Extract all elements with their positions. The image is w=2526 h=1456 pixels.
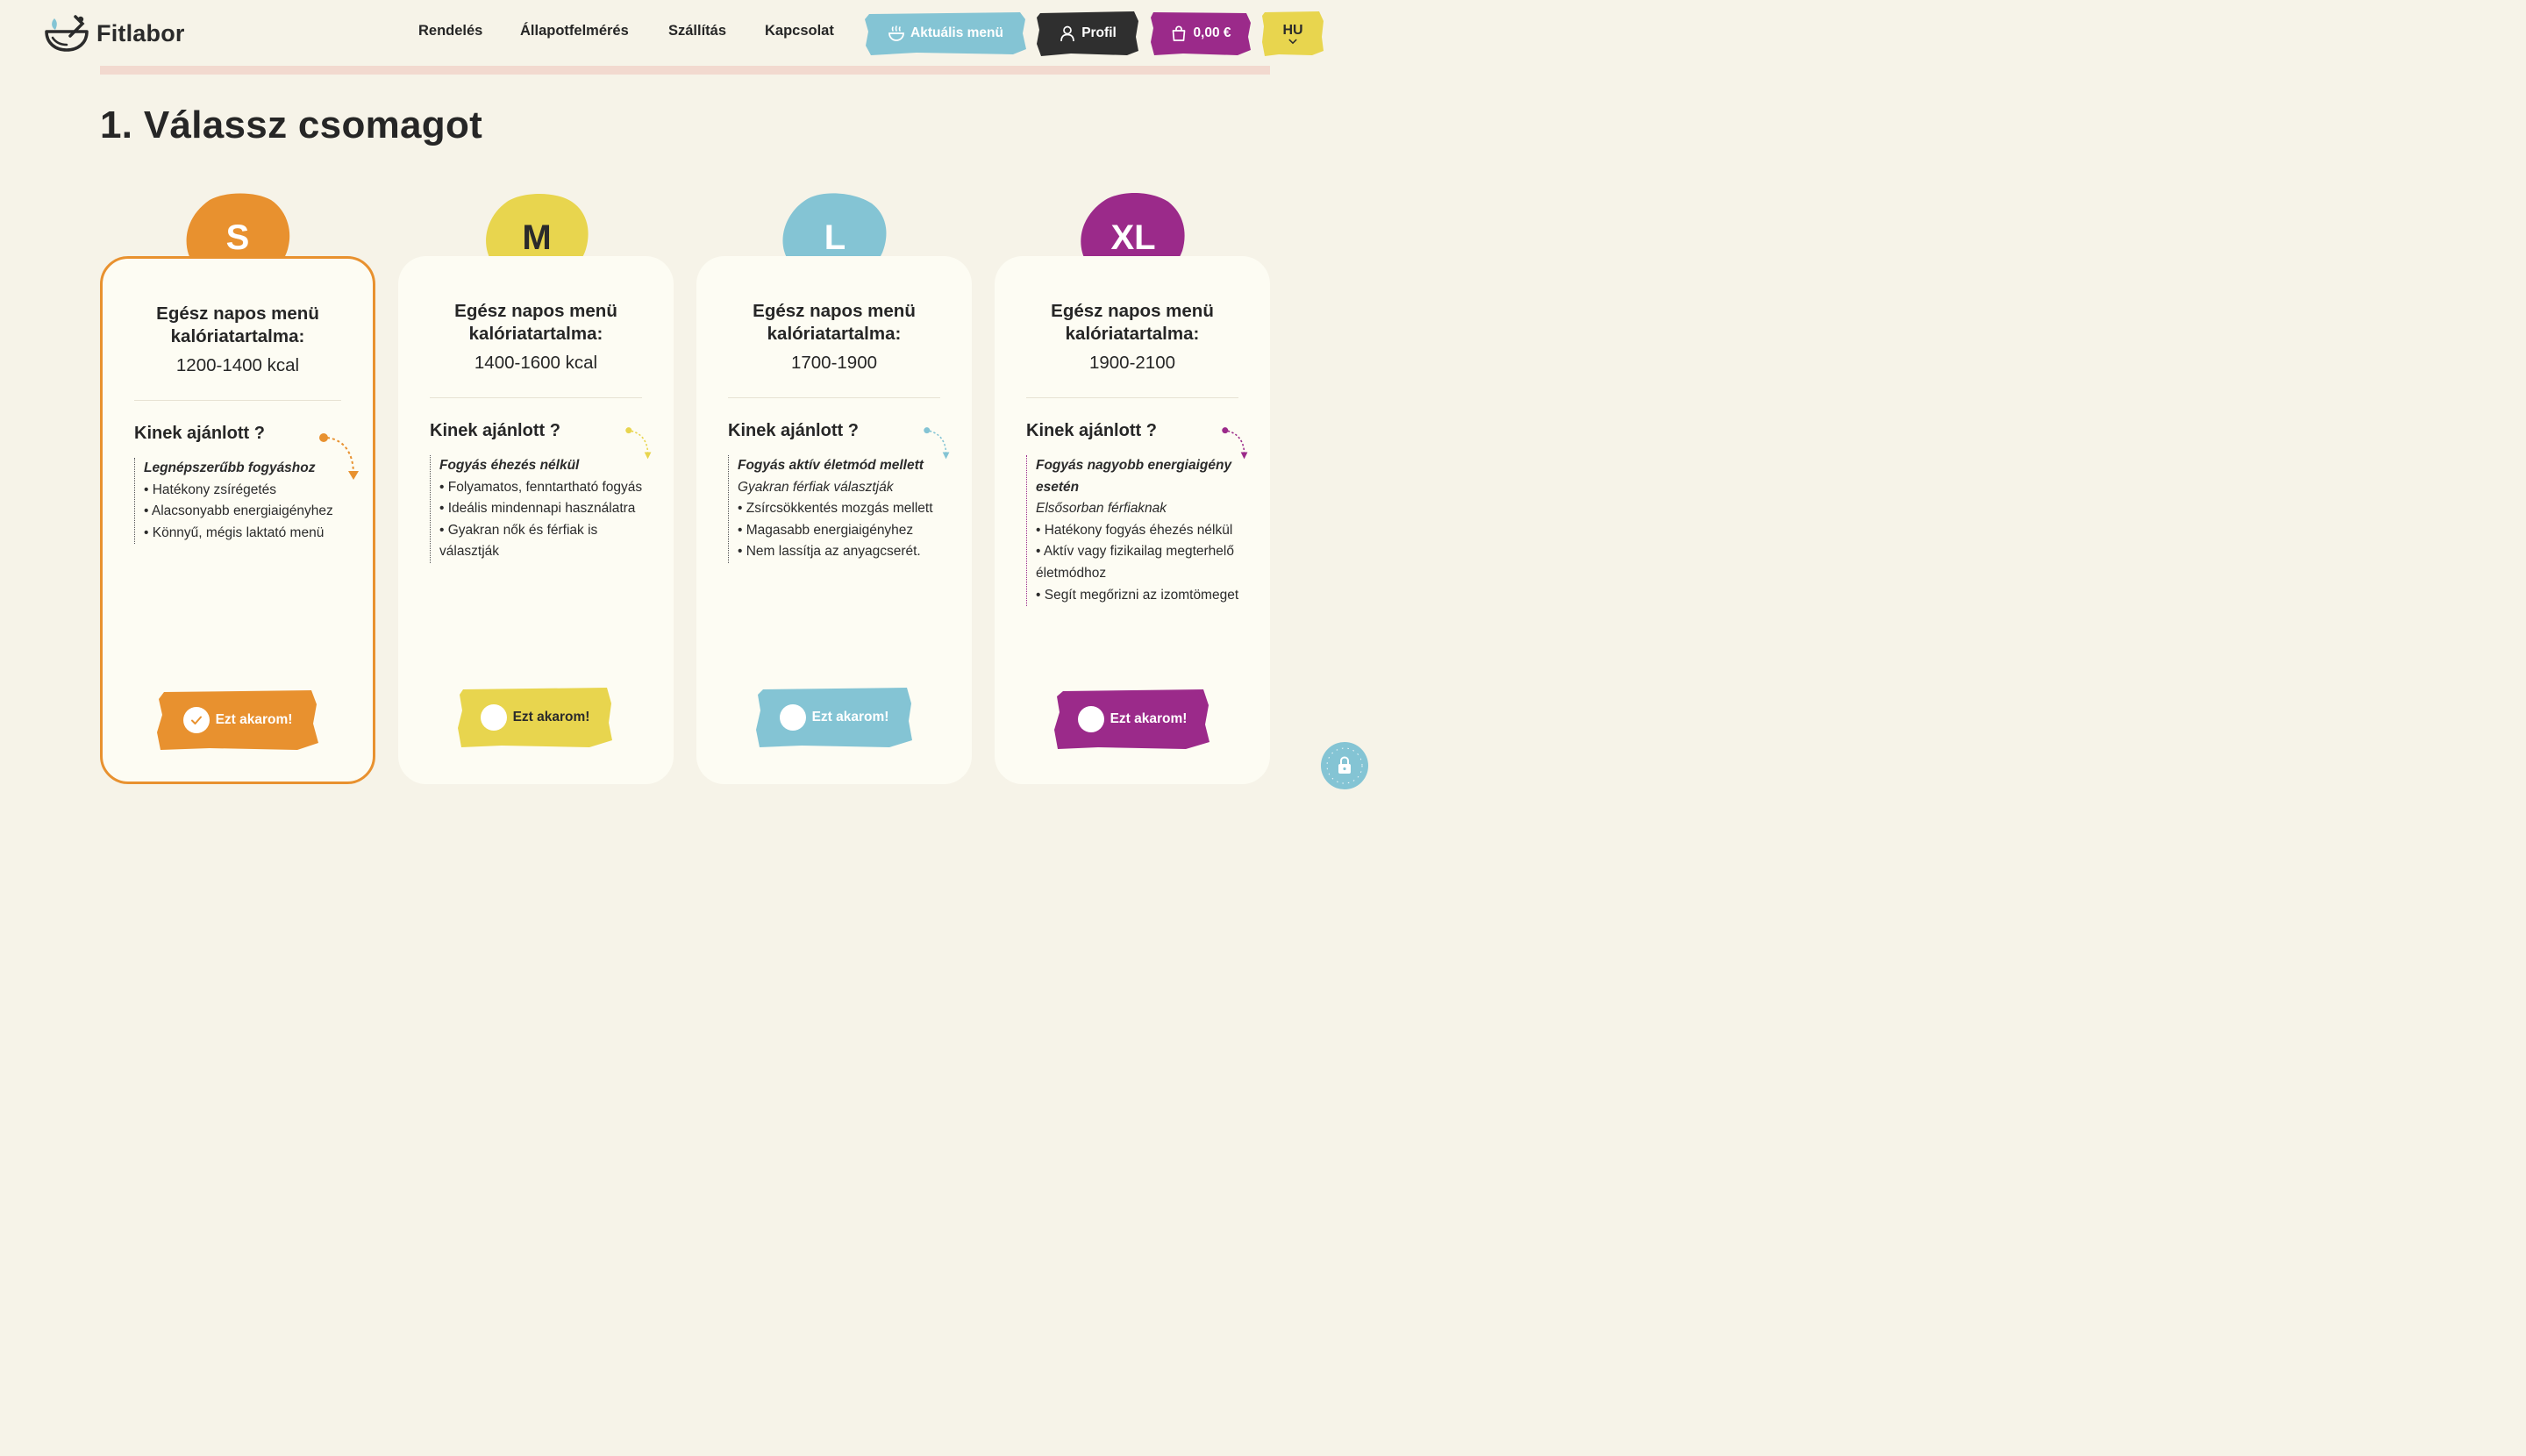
calorie-range: 1700-1900 (790, 353, 878, 373)
recommended-for-heading: Kinek ajánlott ? (134, 424, 265, 443)
card-heading-line: Egész napos menü (753, 301, 916, 321)
list-item: • Gyakran nők és férfiak is választják (439, 522, 598, 560)
list-item: • Folyamatos, fenntartható fogyás (439, 479, 643, 495)
nav-link-assessment[interactable]: Állapotfelmérés (520, 23, 629, 39)
chevron-down-icon (1288, 39, 1297, 45)
size-label: S (225, 218, 250, 257)
package-card-xl[interactable] (995, 256, 1270, 784)
radio-unchecked[interactable] (481, 704, 507, 731)
list-item: • Magasabb energiaigényhez (738, 522, 914, 538)
language-code: HU (1282, 22, 1303, 38)
current-menu-label: Aktuális menü (910, 25, 1003, 40)
card-heading-line: kalóriatartalma: (170, 326, 305, 346)
user-icon (1059, 25, 1076, 42)
list-lead: Fogyás aktív életmód mellett (738, 458, 924, 473)
list-lead: Fogyás éhezés nélkül (439, 458, 580, 473)
recommended-for-heading: Kinek ajánlott ? (728, 421, 859, 440)
radio-checked[interactable] (183, 707, 210, 733)
cart-total: 0,00 € (1193, 25, 1231, 40)
list-lead: Legnépszerűbb fogyáshoz (144, 460, 316, 475)
list-item: • Aktív vagy fizikailag megterhelő életmódhoz (1036, 544, 1234, 581)
privacy-settings-button[interactable] (1321, 742, 1368, 789)
logo[interactable] (44, 13, 185, 54)
list-item: • Könnyű, mégis laktató menü (144, 525, 325, 540)
page-title: 1. Válassz csomagot (100, 103, 483, 146)
calorie-range: 1200-1400 kcal (175, 355, 300, 375)
select-package-button[interactable] (756, 686, 912, 749)
recommended-for-heading: Kinek ajánlott ? (430, 421, 560, 440)
list-item: • Hatékony zsírégetés (144, 482, 277, 497)
benefits-list (1026, 455, 1245, 606)
lock-icon (1321, 742, 1368, 789)
calorie-range: 1900-2100 (1088, 353, 1176, 373)
card-divider (134, 400, 341, 401)
card-heading-line: Egész napos menü (454, 301, 617, 321)
cart-button[interactable] (1150, 11, 1252, 56)
size-label: M (522, 218, 552, 257)
list-subtitle: Elsősorban férfiaknak (1036, 501, 1167, 517)
bowl-steam-icon (888, 25, 905, 42)
size-label: L (824, 218, 846, 257)
profile-button[interactable] (1036, 11, 1139, 56)
checkmark-icon (189, 713, 203, 727)
language-selector[interactable] (1261, 11, 1324, 56)
card-heading-line: kalóriatartalma: (767, 324, 902, 344)
list-item: • Ideális mindennapi használatra (439, 501, 636, 517)
select-package-button[interactable] (458, 686, 612, 749)
list-subtitle: Gyakran férfiak választják (738, 479, 894, 495)
shopping-bag-icon (1170, 25, 1188, 42)
header-divider (100, 66, 1270, 75)
bowl-logo-icon (44, 13, 91, 54)
package-card-m[interactable] (398, 256, 674, 784)
list-item: • Zsírcsökkentés mozgás mellett (738, 501, 933, 517)
list-item: • Hatékony fogyás éhezés nélkül (1036, 522, 1233, 538)
calorie-range: 1400-1600 kcal (474, 353, 598, 373)
list-item: • Alacsonyabb energiaigényhez (144, 503, 333, 519)
profile-label: Profil (1081, 25, 1117, 40)
card-divider (1026, 397, 1238, 398)
benefits-list (430, 455, 649, 563)
select-package-label: Ezt akarom! (811, 710, 889, 724)
card-heading (398, 300, 674, 346)
size-label: XL (1110, 218, 1156, 257)
select-package-label: Ezt akarom! (1110, 711, 1188, 726)
select-package-label: Ezt akarom! (215, 712, 293, 727)
nav-link-contact[interactable]: Kapcsolat (765, 23, 834, 39)
card-divider (430, 397, 642, 398)
card-heading-line: kalóriatartalma: (1065, 324, 1200, 344)
nav-link-order[interactable]: Rendelés (418, 23, 483, 39)
card-heading (995, 300, 1270, 346)
list-item: • Nem lassítja az anyagcserét. (738, 544, 921, 560)
recommended-for-heading: Kinek ajánlott ? (1026, 421, 1157, 440)
card-heading (103, 303, 373, 348)
package-card-l[interactable] (696, 256, 972, 784)
brand-name: Fitlabor (96, 19, 185, 46)
radio-unchecked[interactable] (780, 704, 806, 731)
select-package-button[interactable] (1054, 688, 1210, 751)
radio-unchecked[interactable] (1078, 706, 1104, 732)
benefits-list (134, 458, 353, 544)
card-heading (696, 300, 972, 346)
site-header (0, 0, 1375, 67)
nav-link-shipping[interactable]: Szállítás (668, 23, 727, 39)
current-menu-button[interactable] (864, 11, 1027, 56)
package-card-s[interactable] (100, 256, 375, 784)
list-lead: Fogyás nagyobb energiaigény esetén (1036, 458, 1232, 495)
select-package-button[interactable] (157, 689, 318, 752)
card-heading-line: kalóriatartalma: (468, 324, 603, 344)
select-package-label: Ezt akarom! (512, 710, 590, 724)
card-divider (728, 397, 940, 398)
list-item: • Segít megőrizni az izomtömeget (1036, 587, 1239, 603)
card-heading-line: Egész napos menü (156, 303, 319, 324)
benefits-list (728, 455, 947, 563)
card-heading-line: Egész napos menü (1051, 301, 1214, 321)
